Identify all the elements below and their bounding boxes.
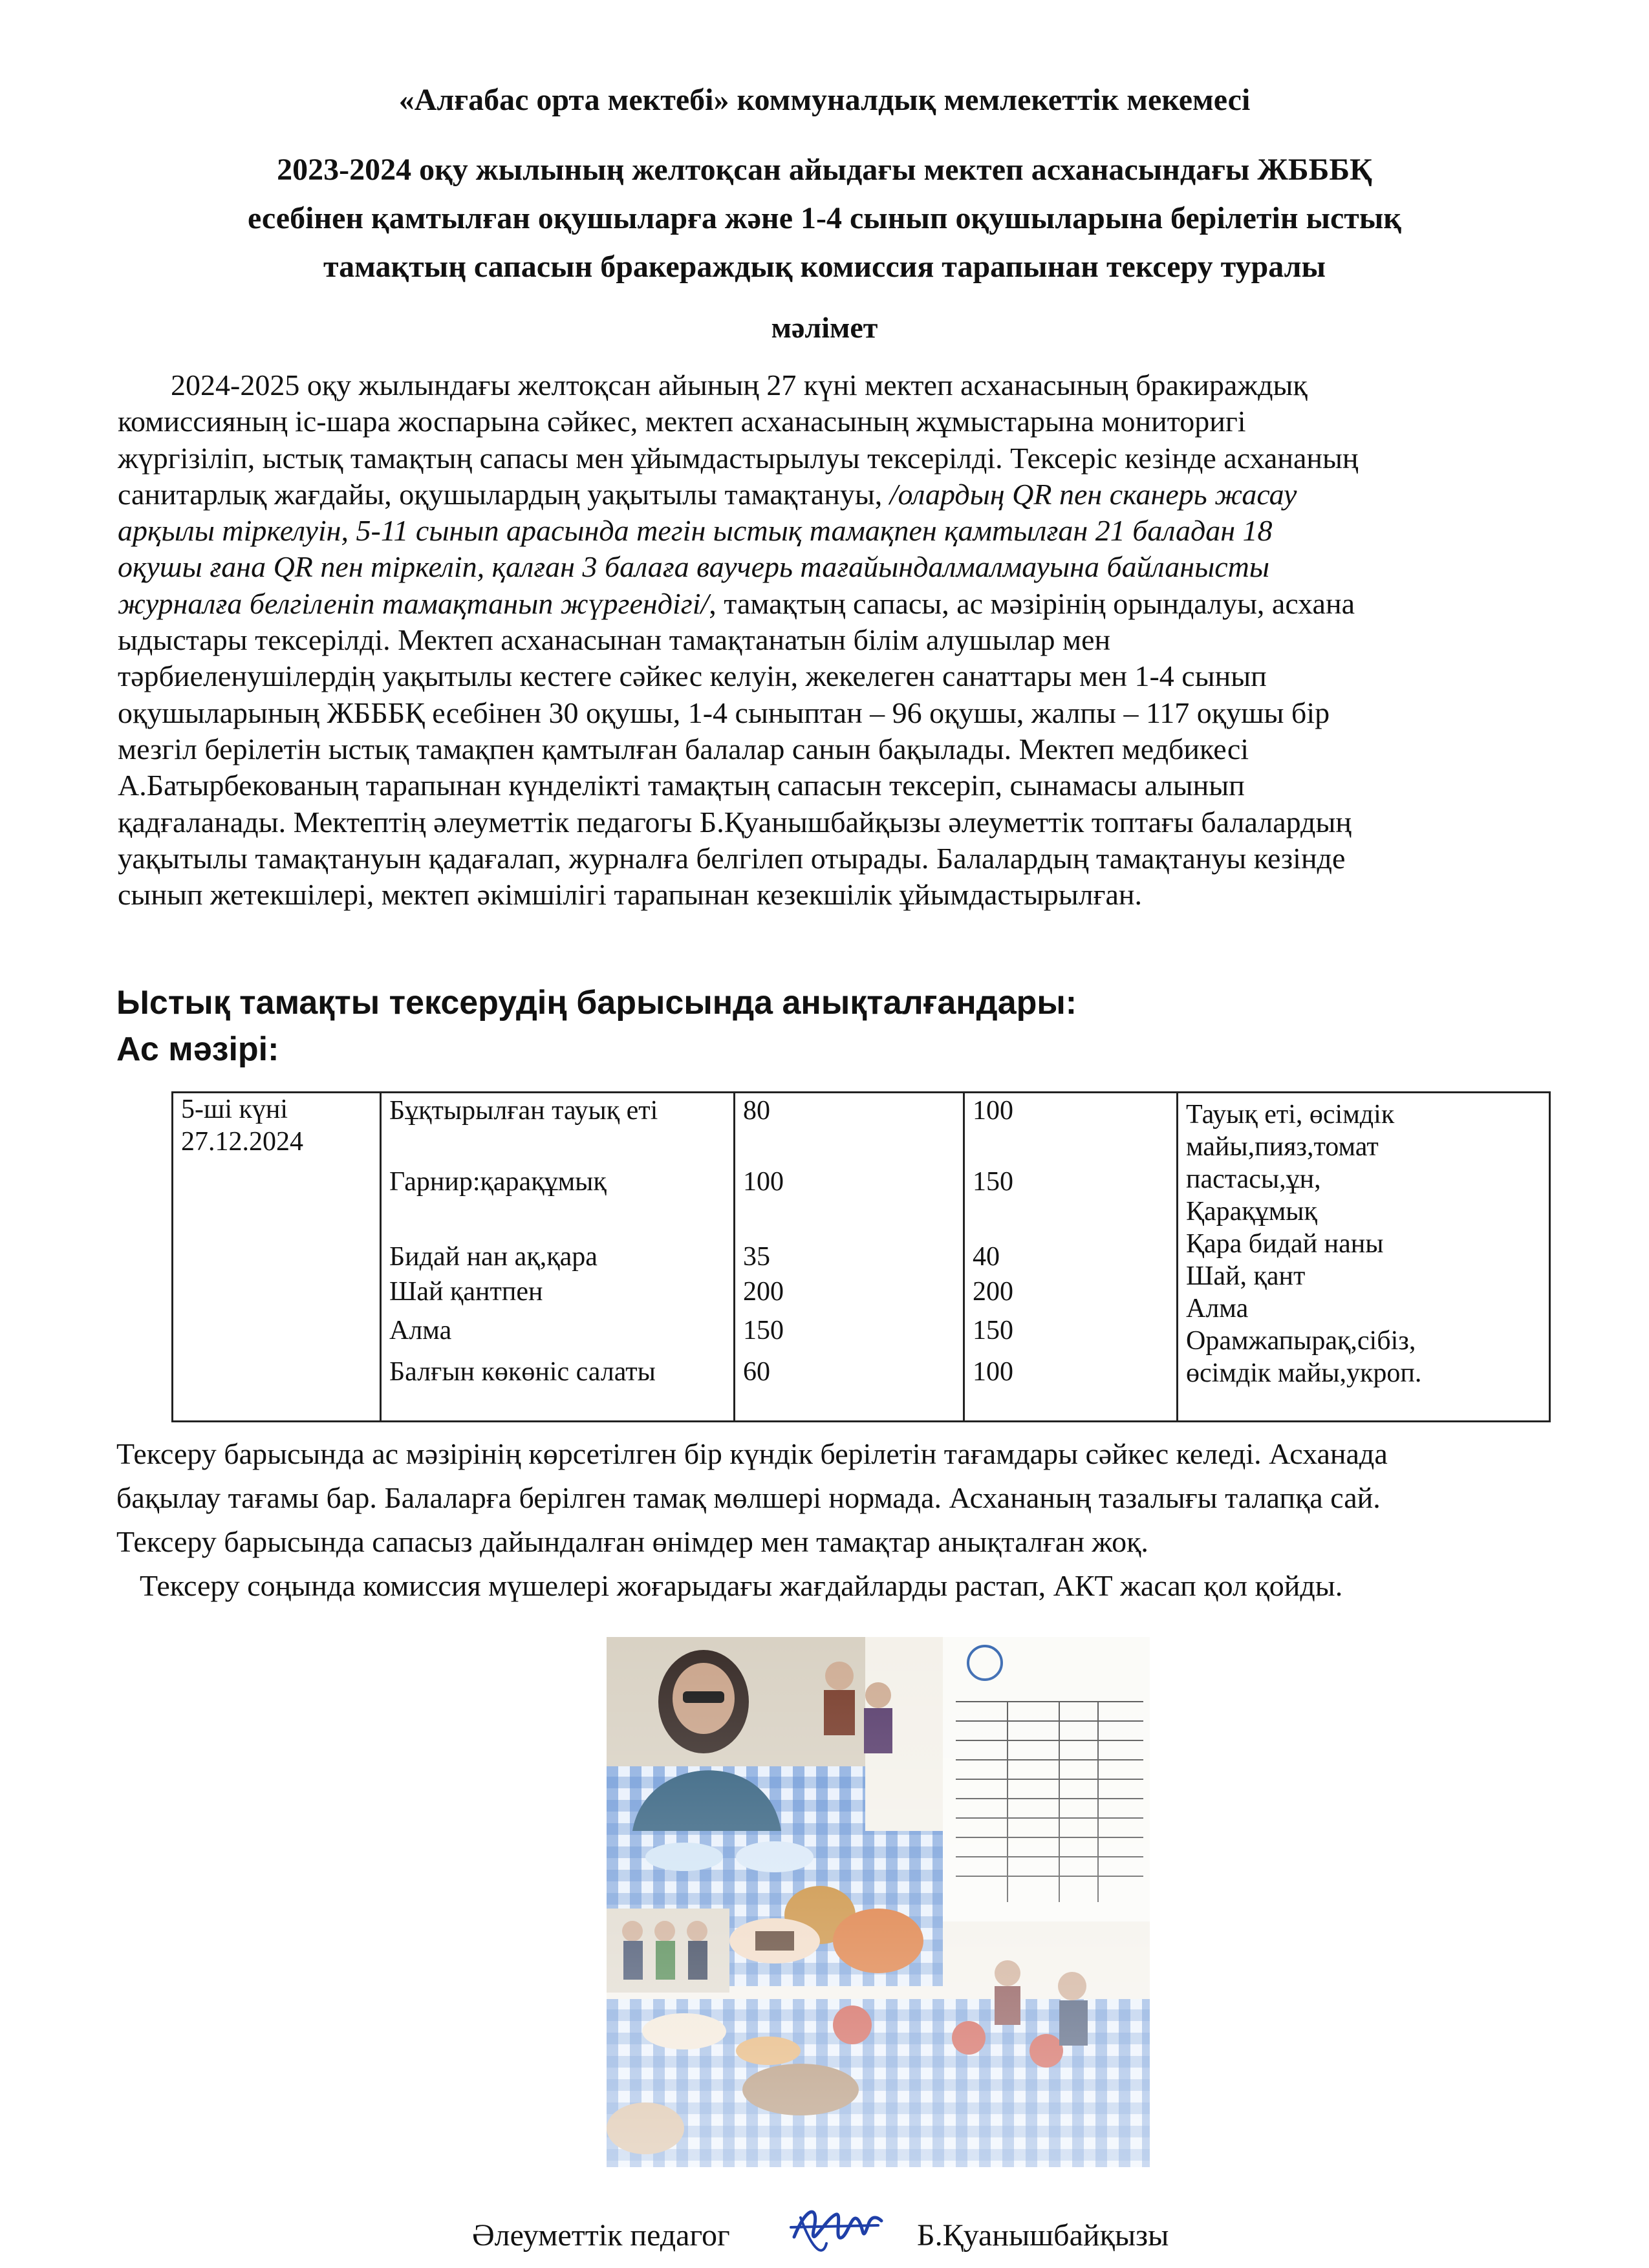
conclusion-line: бақылау тағамы бар. Балаларға берілген тамақ мөлшері нормада. Асхананың тазалығы талапқа сай.: [116, 1481, 1381, 1514]
day-label: 5-ші күні: [181, 1095, 288, 1124]
organization-name: «Алғабас орта мектебі» коммуналдық мемлекеттік мекемесі: [398, 83, 1251, 117]
portion-small: 80: [743, 1096, 770, 1126]
signature-row: [0, 2211, 1649, 2263]
menu-heading: Ас мәзірі:: [116, 1031, 279, 1068]
canteen-photo-collage: [607, 1637, 1150, 2167]
day-cell: [173, 1093, 381, 1422]
ingredient-line: Тауық еті, өсімдік: [1186, 1100, 1395, 1129]
signature-name: Б.Қуанышбайқызы: [917, 2218, 1169, 2252]
intro-line: А.Батырбекованың тарапынан күнделікті тамақтың сапасын тексеріп, сынамасы алынып: [118, 769, 1245, 802]
portion-large: 150: [973, 1167, 1013, 1197]
intro-line: оқушы ғана QR пен тіркеліп, қалған 3 балаға ваучерь тағайындалмалмауына байланысты: [118, 550, 1270, 584]
intro-line: ыдыстары тексерілді. Мектеп асханасынан тамақтанатын білім алушылар мен: [118, 623, 1111, 657]
ingredient-line: Қара бидай наны: [1186, 1229, 1384, 1259]
portion-large: 200: [973, 1277, 1013, 1307]
portion-small: 200: [743, 1277, 784, 1307]
intro-line: комиссияның іс-шара жоспарына сәйкес, мектеп асханасының жұмыстарына мониторигі: [118, 405, 1246, 438]
ingredient-line: Орамжапырақ,сібіз,: [1186, 1326, 1416, 1356]
intro-line: қадғаланады. Мектептің әлеуметтік педагогы Б.Қуанышбайқызы әлеуметтік топтағы балалардың: [118, 805, 1352, 839]
portion-large: 40: [973, 1242, 1000, 1272]
document-subtitle: мәлімет: [771, 311, 878, 344]
dishes-cell: [381, 1093, 735, 1422]
signature-position: Әлеуметтік педагог: [472, 2218, 730, 2252]
conclusion-line: Тексеру соңында комиссия мүшелері жоғарыдағы жағдайларды растап, АКТ жасап қол қойды.: [140, 1569, 1343, 1602]
conclusion-line: Тексеру барысында ас мәзірінің көрсетілген бір күндік берілетін тағамдары сәйкес келеді. Асханада: [116, 1437, 1388, 1470]
collage-image: [607, 1637, 1150, 2167]
portion-small: 150: [743, 1316, 784, 1345]
conclusion-paragraph: [116, 1432, 1617, 1608]
intro-line: мезгіл берілетін ыстық тамақпен қамтылған балалар санын бақылады. Мектеп медбикесі: [118, 732, 1249, 765]
dish-item: Гарнир:қарақұмық: [389, 1167, 607, 1197]
dish-item: Балғын көкөніс салаты: [389, 1357, 656, 1387]
findings-heading: Ыстық тамақты тексерудің барысында анықталғандары:: [116, 984, 1077, 1022]
portion-small-cell: [735, 1093, 964, 1422]
intro-line: арқылы тіркелуін, 5-11 сынып арасында тегін ыстық тамақпен қамтылған 21 баладан 18: [118, 514, 1273, 548]
ingredient-line: майы,пияз,томат: [1186, 1132, 1379, 1162]
ingredient-line: Алма: [1186, 1294, 1249, 1323]
intro-line-italic: журналға белгіленіп тамақтанып жүргендігі/: [118, 586, 709, 620]
intro-line: 2024-2025 оқу жылындағы желтоқсан айының 27 күні мектеп асханасының бракираждық: [171, 369, 1308, 401]
ingredient-line: пастасы,ұн,: [1186, 1164, 1321, 1194]
intro-line-italic: /олардың QR пен сканерь жасау: [889, 477, 1297, 511]
intro-line: сынып жетекшілері, мектеп әкімшілігі тарапынан кезекшілік ұйымдастырылған.: [118, 878, 1143, 912]
day-date: 27.12.2024: [181, 1127, 303, 1157]
intro-line: [118, 476, 1605, 513]
intro-line-plain: санитарлық жағдайы, оқушылардың уақытылы тамақтануы,: [118, 477, 890, 511]
menu-table: [171, 1091, 1551, 1422]
portion-large: 150: [973, 1316, 1013, 1345]
portion-small: 35: [743, 1242, 770, 1272]
dish-item: Алма: [389, 1316, 452, 1345]
portion-large: 100: [973, 1096, 1013, 1126]
title-line-3: тамақтың сапасын бракераждық комиссия тарапынан тексеру туралы: [323, 250, 1326, 284]
ingredient-line: Қарақұмық: [1186, 1197, 1317, 1226]
ingredient-line: Шай, қант: [1186, 1261, 1306, 1291]
intro-paragraph: [118, 367, 1605, 913]
title-line-2: есебінен қамтылған оқушыларға және 1-4 сынып оқушыларына берілетін ыстық: [248, 201, 1401, 235]
intro-line: [118, 586, 1605, 622]
handwritten-signature: [788, 2198, 885, 2263]
portion-small: 60: [743, 1357, 770, 1387]
ingredient-line: өсімдік майы,укроп.: [1186, 1358, 1422, 1388]
intro-line: жүргізіліп, ыстық тамақтың сапасы мен ұйымдастырылуы тексерілді. Тексеріс кезінде асхананың: [118, 441, 1359, 475]
portion-large: 100: [973, 1357, 1013, 1387]
intro-line-plain: , тамақтың сапасы, ас мәзірінің орындалуы, асхана: [709, 586, 1355, 620]
dish-item: Бұқтырылған тауық еті: [389, 1096, 658, 1126]
dish-item: Бидай нан ақ,қара: [389, 1242, 598, 1272]
intro-line: оқушыларының ЖБББҚ есебінен 30 оқушы, 1-4 сыныптан – 96 оқушы, жалпы – 117 оқушы бір: [118, 696, 1330, 729]
title-line-1: 2023-2024 оқу жылының желтоқсан айыдағы мектеп асханасындағы ЖБББҚ: [277, 153, 1372, 187]
table-row: [173, 1093, 1550, 1422]
portion-small: 100: [743, 1167, 784, 1197]
intro-line: уақытылы тамақтануын қадағалап, журналға белгілеп отырады. Балалардың тамақтануы кезінде: [118, 841, 1346, 875]
conclusion-line: Тексеру барысында сапасыз дайындалған өнімдер мен тамақтар анықталған жоқ.: [116, 1525, 1148, 1558]
portion-large-cell: [964, 1093, 1178, 1422]
ingredients-cell: [1178, 1093, 1550, 1422]
dish-item: Шай қантпен: [389, 1277, 543, 1307]
intro-line: тәрбиеленушілердің уақытылы кестеге сәйкес келуін, жекелеген санаттары мен 1-4 сынып: [118, 659, 1267, 693]
